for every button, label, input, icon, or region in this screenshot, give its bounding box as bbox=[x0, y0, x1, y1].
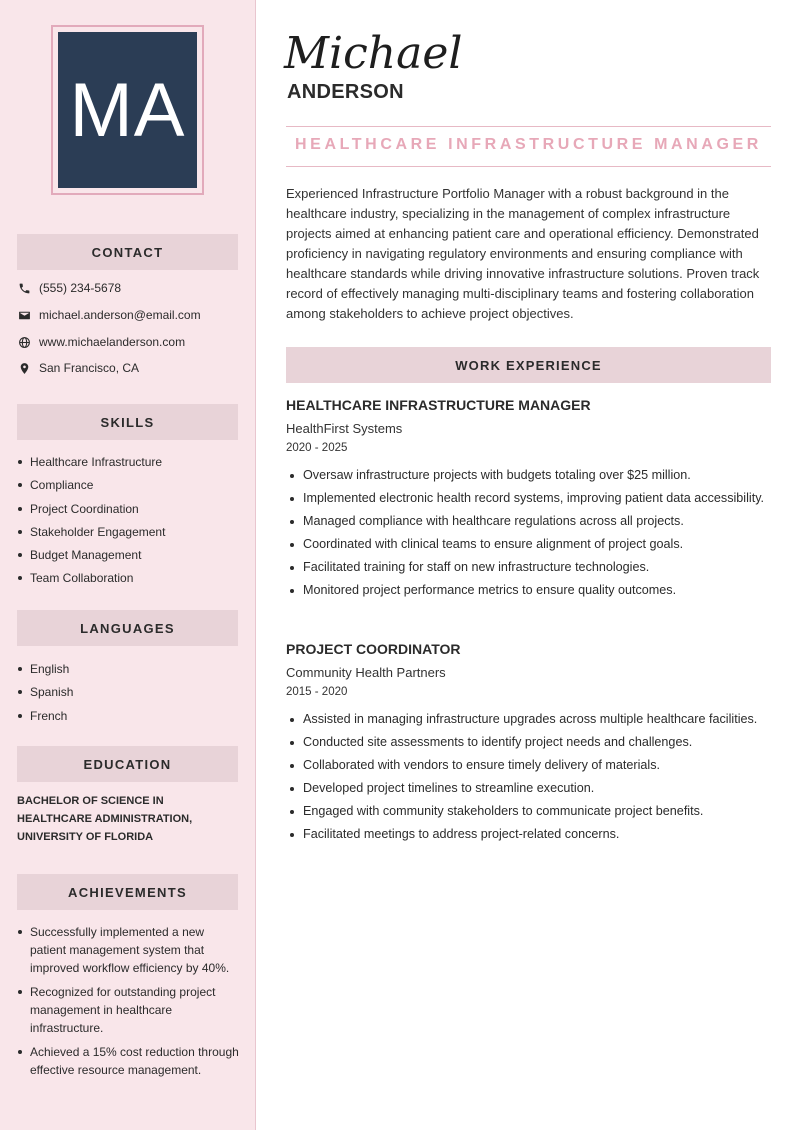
email-link[interactable]: michael.anderson@email.com bbox=[39, 308, 201, 322]
job-bullet: Engaged with community stakeholders to communicate project benefits. bbox=[286, 802, 771, 821]
achievement-item: Successfully implemented a new patient management system that improved workflow efficiency by 40%. bbox=[17, 923, 239, 977]
language-item: Spanish bbox=[17, 683, 242, 701]
job-bullet: Monitored project performance metrics to ensure quality outcomes. bbox=[286, 581, 771, 600]
job-bullet: Managed compliance with healthcare regulations across all projects. bbox=[286, 512, 771, 531]
contact-phone bbox=[17, 278, 121, 298]
monogram: MA bbox=[58, 32, 197, 188]
job-dates: 2015 - 2020 bbox=[286, 686, 348, 698]
job-entry bbox=[286, 641, 771, 848]
skills-heading: SKILLS bbox=[17, 404, 238, 440]
contact-heading: CONTACT bbox=[17, 234, 238, 270]
skill-item: Stakeholder Engagement bbox=[17, 523, 242, 541]
job-entry bbox=[286, 397, 771, 604]
language-item: French bbox=[17, 707, 242, 725]
monogram-frame bbox=[51, 25, 204, 195]
job-bullet: Developed project timelines to streamline execution. bbox=[286, 779, 771, 798]
achievement-item: Achieved a 15% cost reduction through effective resource management. bbox=[17, 1043, 239, 1079]
job-bullet: Implemented electronic health record systems, improving patient data accessibility. bbox=[286, 489, 771, 508]
job-bullet: Collaborated with vendors to ensure timely delivery of materials. bbox=[286, 756, 771, 775]
skill-item: Team Collaboration bbox=[17, 569, 242, 587]
contact-email bbox=[17, 305, 201, 325]
contact-website bbox=[17, 332, 185, 352]
achievements-list bbox=[17, 923, 239, 1079]
skill-item: Project Coordination bbox=[17, 500, 242, 518]
title-divider-bottom bbox=[286, 166, 771, 167]
last-name: ANDERSON bbox=[287, 81, 404, 103]
job-role: PROJECT COORDINATOR bbox=[286, 641, 461, 657]
job-bullet: Assisted in managing infrastructure upgrades across multiple healthcare facilities. bbox=[286, 710, 771, 729]
location-pin-icon bbox=[17, 361, 31, 375]
title-divider-top bbox=[286, 126, 771, 127]
skill-item: Healthcare Infrastructure bbox=[17, 453, 242, 471]
job-dates: 2020 - 2025 bbox=[286, 442, 348, 454]
job-title: HEALTHCARE INFRASTRUCTURE MANAGER bbox=[295, 136, 762, 153]
skill-item: Compliance bbox=[17, 476, 242, 494]
job-bullet: Coordinated with clinical teams to ensure alignment of project goals. bbox=[286, 535, 771, 554]
location-text: San Francisco, CA bbox=[39, 361, 140, 375]
first-name: Michael bbox=[284, 28, 463, 79]
phone-icon bbox=[17, 281, 31, 295]
job-bullet: Oversaw infrastructure projects with budgets totaling over $25 million. bbox=[286, 466, 771, 485]
job-company: HealthFirst Systems bbox=[286, 421, 403, 436]
job-bullets bbox=[286, 466, 771, 600]
job-bullets bbox=[286, 710, 771, 844]
sidebar bbox=[0, 0, 256, 1130]
website-link[interactable]: www.michaelanderson.com bbox=[39, 335, 186, 349]
globe-icon bbox=[17, 335, 31, 349]
mail-icon bbox=[17, 308, 31, 322]
languages-list bbox=[17, 660, 242, 725]
achievements-heading: ACHIEVEMENTS bbox=[17, 874, 238, 910]
job-role: HEALTHCARE INFRASTRUCTURE MANAGER bbox=[286, 397, 591, 413]
skill-item: Budget Management bbox=[17, 546, 242, 564]
phone-text: (555) 234-5678 bbox=[39, 281, 122, 295]
contact-location bbox=[17, 358, 139, 378]
job-company: Community Health Partners bbox=[286, 665, 446, 680]
languages-heading: LANGUAGES bbox=[17, 610, 238, 646]
achievement-item: Recognized for outstanding project management in healthcare infrastructure. bbox=[17, 983, 239, 1037]
job-bullet: Conducted site assessments to identify project needs and challenges. bbox=[286, 733, 771, 752]
skills-list bbox=[17, 453, 242, 587]
education-degree: BACHELOR OF SCIENCE IN HEALTHCARE ADMINISTRATION, UNIVERSITY OF FLORIDA bbox=[17, 795, 193, 843]
job-bullet: Facilitated meetings to address project-related concerns. bbox=[286, 825, 771, 844]
summary: Experienced Infrastructure Portfolio Manager with a robust background in the healthcare industry, specializing in the management of complex infrastructure projects aimed at enhancing patient care and operational efficiency. Demonstrated proficiency in navigating regulatory environments and ensuring compliance with healthcare standards while driving innovative infrastructure solutions. Proven track record of effectively managing multi-disciplinary teams and fostering collaboration among stakeholders to achieve project objectives. bbox=[286, 186, 760, 321]
language-item: English bbox=[17, 660, 242, 678]
work-experience-heading: WORK EXPERIENCE bbox=[286, 347, 771, 383]
education-heading: EDUCATION bbox=[17, 746, 238, 782]
job-bullet: Facilitated training for staff on new infrastructure technologies. bbox=[286, 558, 771, 577]
